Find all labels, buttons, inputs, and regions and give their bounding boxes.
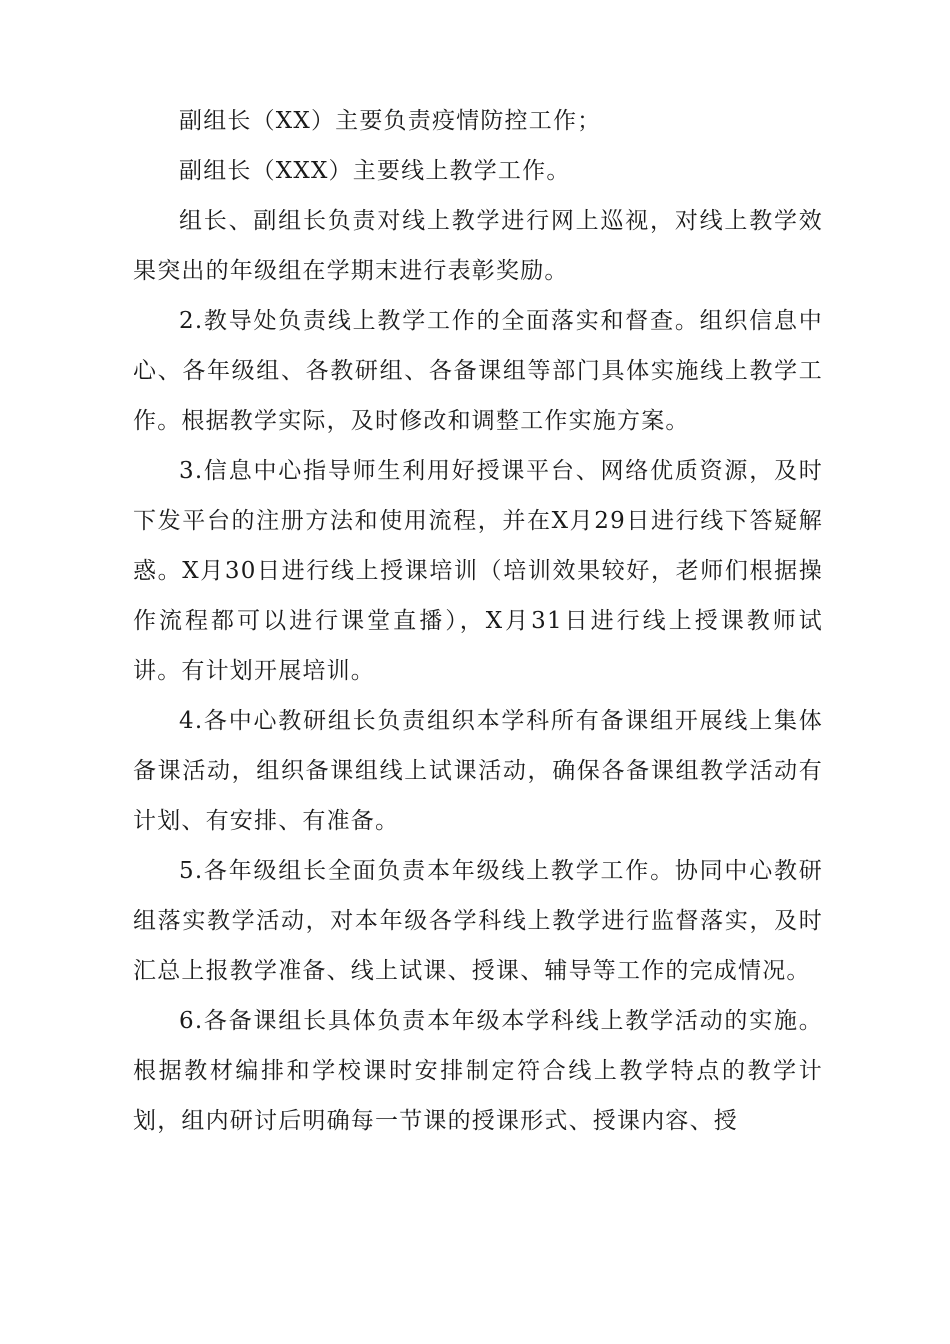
paragraph-vice-leader-online-teaching: 副组长（XXX）主要线上教学工作。 [179,158,571,184]
paragraph-item-2: 2.教导处负责线上教学工作的全面落实和督查。组织信息中心、各年级组、各教研组、各备课组等部门具体实施线上教学工作。根据教学实际，及时修改和调整工作实施方案。 [133,308,823,434]
paragraph-item-6: 6.各备课组长具体负责本年级本学科线上教学活动的实施。根据教材编排和学校课时安排制定符合线上教学特点的教学计划，组内研讨后明确每一节课的授课形式、授课内容、授 [133,1008,823,1134]
paragraph-item-5: 5.各年级组长全面负责本年级线上教学工作。协同中心教研组落实教学活动，对本年级各学科线上教学进行监督落实，及时汇总上报教学准备、线上试课、授课、辅导等工作的完成情况。 [133,858,823,984]
paragraph-item-3: 3.信息中心指导师生利用好授课平台、网络优质资源，及时下发平台的注册方法和使用流程，并在X月29日进行线下答疑解惑。X月30日进行线上授课培训（培训效果较好，老师们根据操作流程都可以进行课堂直播），X月31日进行线上授课教师试讲。有计划开展培训。 [133,458,823,684]
paragraph-leader-inspection: 组长、副组长负责对线上教学进行网上巡视，对线上教学效果突出的年级组在学期末进行表彰奖励。 [133,208,823,284]
paragraph-vice-leader-epidemic: 副组长（XX）主要负责疫情防控工作； [179,108,602,134]
document-body [133,96,823,1146]
paragraph-item-4: 4.各中心教研组长负责组织本学科所有备课组开展线上集体备课活动，组织备课组线上试课活动，确保各备课组教学活动有计划、有安排、有准备。 [133,708,823,834]
